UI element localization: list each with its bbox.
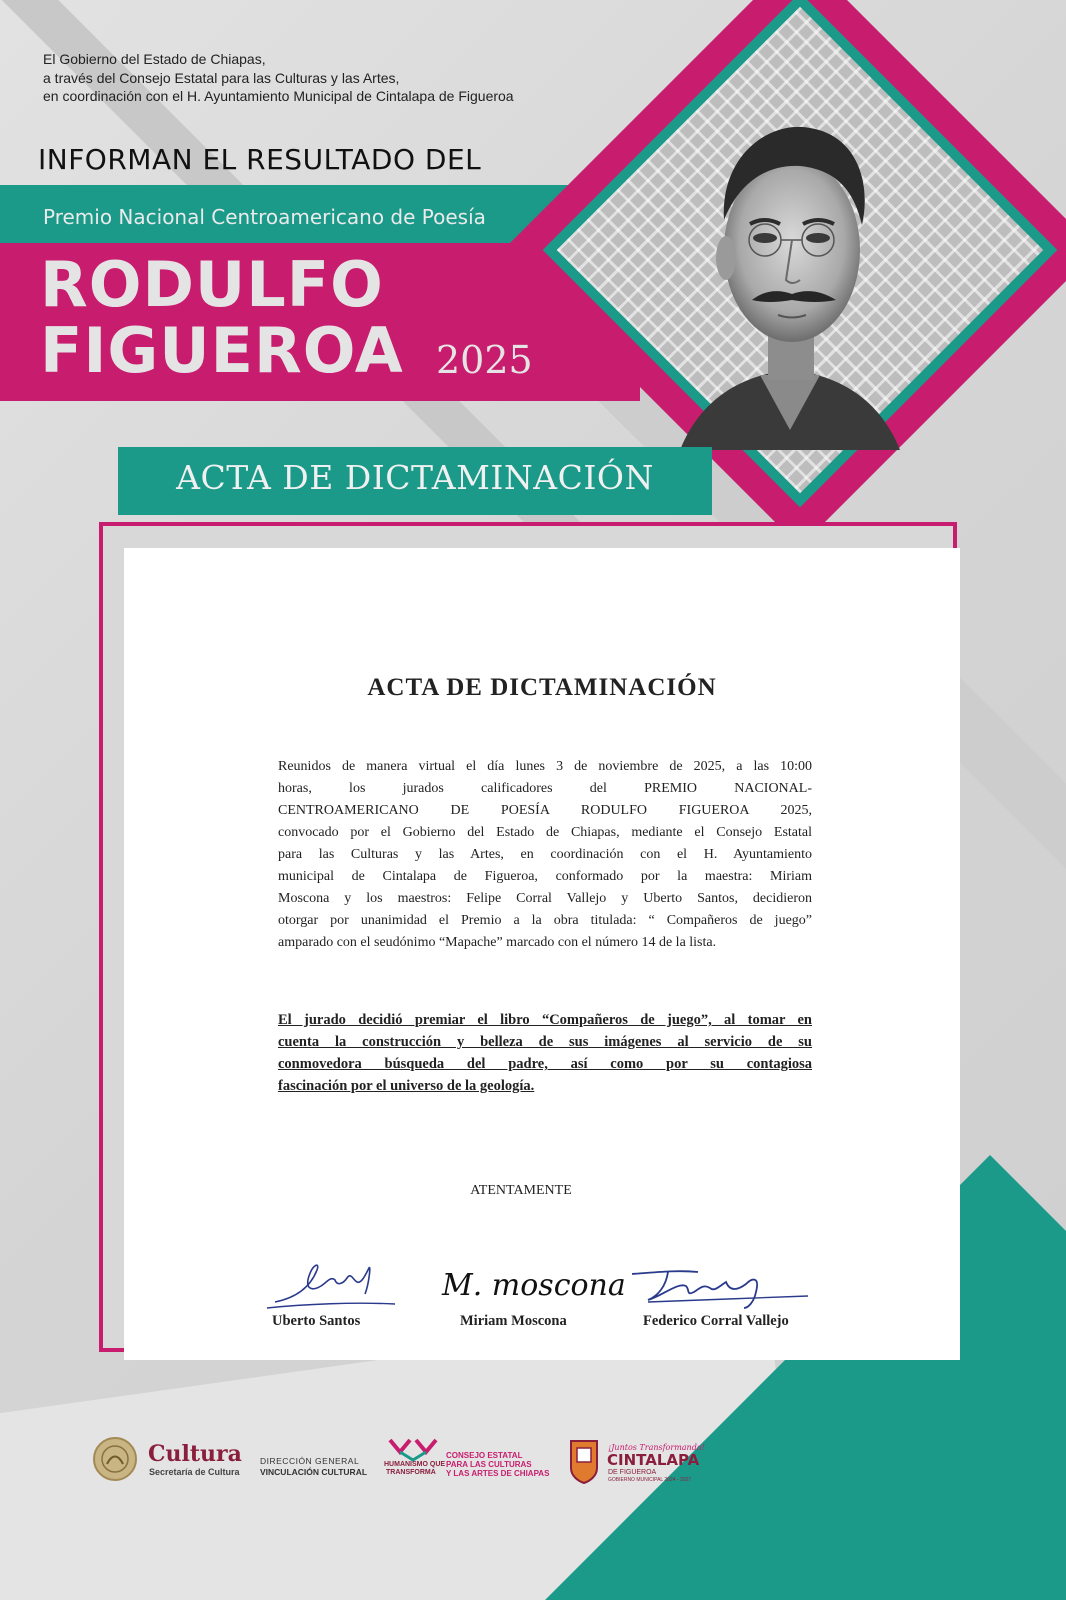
body-line: amparado con el seudónimo “Mapache” marcado con el número 14 de la lista. xyxy=(278,935,717,950)
humanismo-logo-icon xyxy=(386,1434,440,1462)
document-title: ACTA DE DICTAMINACIÓN xyxy=(367,674,717,701)
name-line-2: FIGUEROA xyxy=(40,314,404,387)
closing-text: ATENTAMENTE xyxy=(470,1183,572,1198)
intro-text xyxy=(43,50,514,106)
coat-of-arms-icon xyxy=(92,1436,138,1482)
signer-name: Miriam Moscona xyxy=(460,1313,567,1329)
body-line: horas, los jurados calificadores del PREMIO NACIONAL- xyxy=(278,781,812,796)
intro-line: El Gobierno del Estado de Chiapas, xyxy=(43,51,266,67)
body-line: CENTROAMERICANO DE POESÍA RODULFO FIGUEROA 2025, xyxy=(278,803,812,818)
cintalapa-shield-icon xyxy=(568,1438,600,1484)
direccion-line-1: DIRECCIÓN GENERAL xyxy=(260,1456,360,1466)
body-line: Moscona y los maestros: Felipe Corral Vallejo y Uberto Santos, decidieron xyxy=(278,891,812,906)
intro-line: a través del Consejo Estatal para las Culturas y las Artes, xyxy=(43,69,400,86)
signature-uberto-santos xyxy=(265,1258,405,1318)
body-line: municipal de Cintalapa de Figueroa, conformado por la maestra: Miriam xyxy=(278,869,812,884)
prize-year: 2025 xyxy=(436,338,533,382)
acta-tab-label: ACTA DE DICTAMINACIÓN xyxy=(176,458,654,497)
body-line: Reunidos de manera virtual el día lunes 3 de noviembre de 2025, a las 10:00 xyxy=(278,759,812,774)
cultura-logo-title: Cultura xyxy=(148,1441,242,1467)
name-line-1: RODULFO xyxy=(40,248,384,321)
signature-federico-corral xyxy=(628,1262,818,1314)
verdict-line: cuenta la construcción y belleza de sus imágenes al servicio de su xyxy=(278,1034,812,1050)
intro-line: en coordinación con el H. Ayuntamiento Municipal de Cintalapa de Figueroa xyxy=(43,88,514,104)
humanismo-line-1: HUMANISMO QUE xyxy=(384,1461,446,1468)
verdict-line: El jurado decidió premiar el libro “Compañeros de juego”, al tomar en xyxy=(278,1012,812,1028)
signer-name: Federico Corral Vallejo xyxy=(643,1313,789,1329)
cintalapa-title: CINTALAPA xyxy=(607,1451,700,1469)
cintalapa-period: GOBIERNO MUNICIPAL 2024 - 2027 xyxy=(608,1477,692,1483)
document-page xyxy=(124,548,960,1360)
consejo-line-1: CONSEJO ESTATAL xyxy=(446,1451,523,1460)
consejo-line-2: PARA LAS CULTURAS xyxy=(446,1460,532,1469)
portrait-image xyxy=(640,100,940,450)
body-line: para las Culturas y las Artes, en coordinación con el H. Ayuntamiento xyxy=(278,847,812,862)
signer-name: Uberto Santos xyxy=(272,1313,361,1329)
cintalapa-tagline: ¡Juntos Transformando! xyxy=(608,1443,705,1452)
humanismo-line-2: TRANSFORMA xyxy=(386,1469,436,1476)
premio-title: Premio Nacional Centroamericano de Poesía xyxy=(43,205,486,229)
body-line: otorgar por unanimidad el Premio a la obra titulada: “ Compañeros de juego” xyxy=(278,913,812,928)
verdict-line: fascinación por el universo de la geología. xyxy=(278,1078,535,1094)
document-body xyxy=(278,756,812,954)
verdict-paragraph xyxy=(278,1009,812,1097)
body-line: convocado por el Gobierno del Estado de Chiapas, mediante el Consejo Estatal xyxy=(278,825,812,840)
cintalapa-subtitle: DE FIGUEROA xyxy=(608,1469,657,1476)
informan-heading: INFORMAN EL RESULTADO DEL xyxy=(38,143,482,176)
consejo-line-3: Y LAS ARTES DE CHIAPAS xyxy=(446,1469,550,1478)
signature-miriam-moscona: M. moscona xyxy=(442,1268,626,1303)
verdict-line: conmovedora búsqueda del padre, así como por su contagiosa xyxy=(278,1056,812,1072)
cultura-logo-subtitle: Secretaría de Cultura xyxy=(149,1467,240,1477)
direccion-line-2: VINCULACIÓN CULTURAL xyxy=(260,1467,368,1477)
